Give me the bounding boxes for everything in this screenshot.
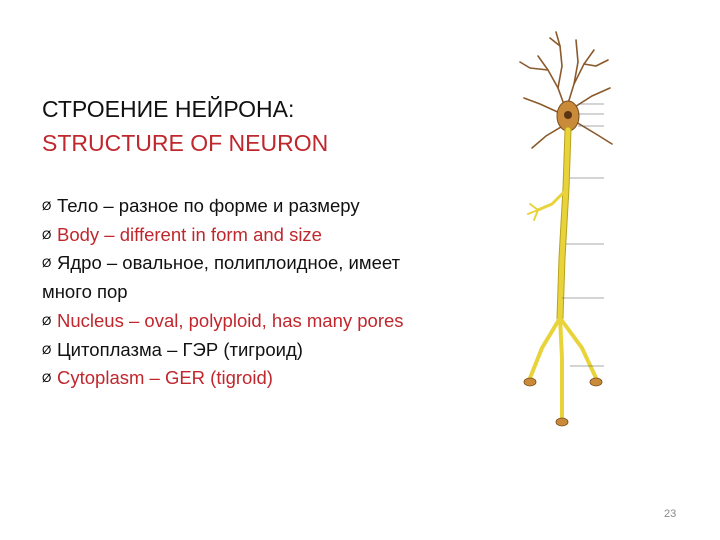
bullet-item <box>42 249 447 306</box>
bullet-item <box>42 307 447 336</box>
arrow-bullet-icon: Ø <box>42 342 52 357</box>
axon <box>530 130 596 418</box>
title-english: STRUCTURE OF NEURON <box>42 130 329 156</box>
bullet-item <box>42 221 447 250</box>
slide-title <box>42 92 462 160</box>
bullet-item <box>42 192 447 221</box>
arrow-bullet-icon: Ø <box>42 199 52 213</box>
bullet-text: Body – different in form and size <box>57 223 322 245</box>
axon-collateral <box>528 190 566 220</box>
neuron-illustration <box>500 18 640 443</box>
bullet-text: Cytoplasm – GER (tigroid) <box>57 367 273 389</box>
arrow-bullet-icon: Ø <box>42 371 52 386</box>
arrow-bullet-icon: Ø <box>42 256 52 271</box>
bullet-list <box>42 192 447 393</box>
nucleus <box>564 111 572 119</box>
title-russian: СТРОЕНИЕ НЕЙРОНА: <box>42 96 295 122</box>
arrow-bullet-icon: Ø <box>42 313 52 328</box>
bullet-text: Тело – разное по форме и размеру <box>57 195 360 216</box>
bullet-text: Ядро – овальное, полиплоидное, имеет много пор <box>42 252 401 303</box>
bullet-text: Nucleus – oval, polyploid, has many pores <box>57 309 404 331</box>
bullet-text: Цитоплазма – ГЭР (тигроид) <box>57 338 303 360</box>
arrow-bullet-icon: Ø <box>42 227 52 242</box>
bullet-item <box>42 364 447 393</box>
bullet-item <box>42 336 447 365</box>
page-number: 23 <box>664 508 677 520</box>
